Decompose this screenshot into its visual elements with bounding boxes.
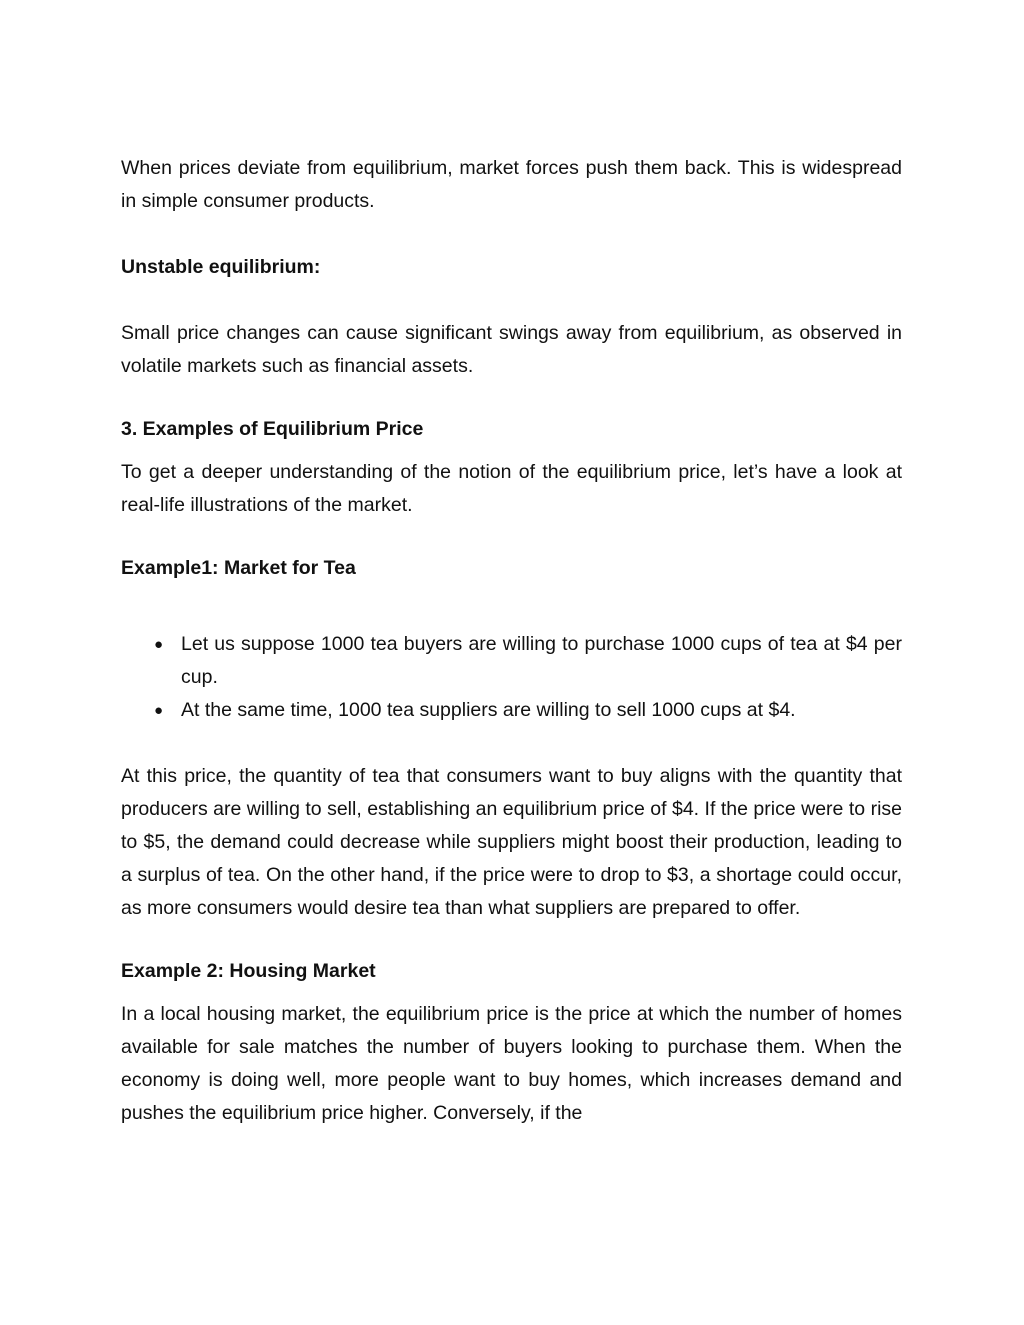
list-item [121,694,902,727]
list-item-text: Let us suppose 1000 tea buyers are willing to purchase 1000 cups of tea at $4 per cup. [181,633,902,688]
list-item [121,628,902,694]
heading-unstable-equilibrium: Unstable equilibrium: [121,256,321,278]
paragraph-stable-equilibrium: When prices deviate from equilibrium, market forces push them back. This is widespread in simple consumer products. [121,157,902,212]
heading-example-2-housing: Example 2: Housing Market [121,960,376,982]
list-item-text: At the same time, 1000 tea suppliers are willing to sell 1000 cups at $4. [181,699,796,721]
document-page [121,152,902,1130]
heading-examples-of-equilibrium-price: 3. Examples of Equilibrium Price [121,418,424,440]
paragraph-unstable-equilibrium: Small price changes can cause significant swings away from equilibrium, as observed in volatile markets such as financial assets. [121,322,902,377]
paragraph-tea-market: At this price, the quantity of tea that consumers want to buy aligns with the quantity that producers are willing to sell, establishing an equilibrium price of $4. If the price were to rise to $5, the demand could decrease while suppliers might boost their production, leading to a surplus of tea. On the other hand, if the price were to drop to $3, a shortage could occur, as more consumers would desire tea than what suppliers are prepared to offer. [121,765,902,919]
paragraph-housing-market: In a local housing market, the equilibrium price is the price at which the number of homes available for sale matches the number of buyers looking to purchase them. When the economy is doing well, more people want to buy homes, which increases demand and pushes the equilibrium price higher. Conversely, if the [121,1003,902,1124]
paragraph-examples-intro: To get a deeper understanding of the notion of the equilibrium price, let’s have a look at real-life illustrations of the market. [121,461,902,516]
bullet-list [121,628,902,727]
bullet-icon: ● [154,636,164,653]
bullet-icon: ● [154,702,164,719]
heading-example-1-tea: Example1: Market for Tea [121,557,356,579]
